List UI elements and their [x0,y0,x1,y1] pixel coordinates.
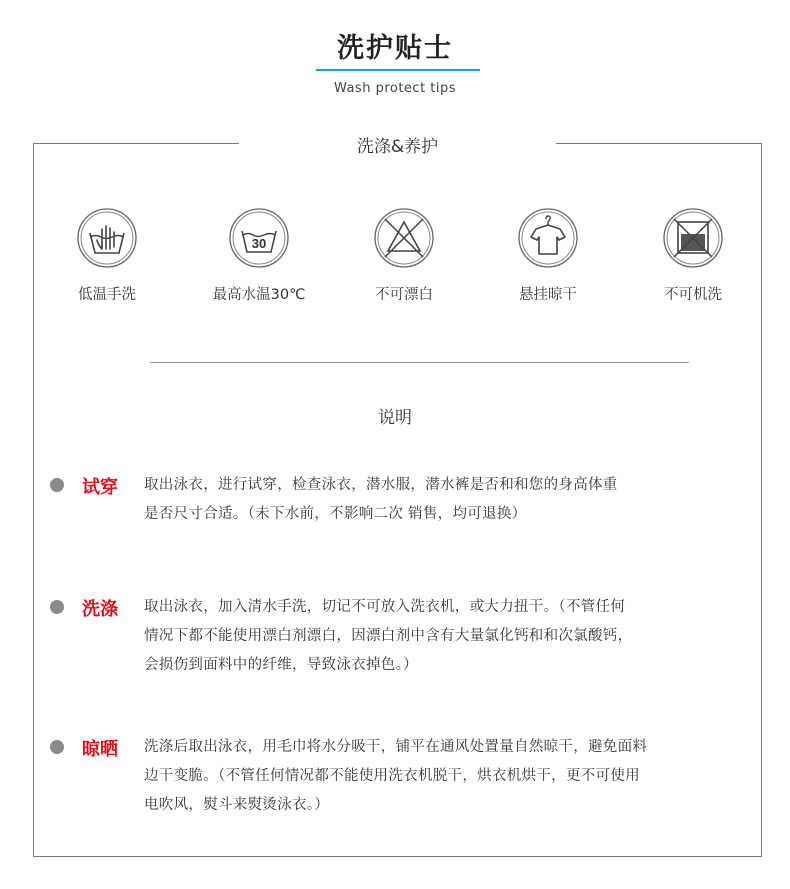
frame-top-right-line [556,143,762,144]
wash-temp-text: 30 [251,236,267,251]
bullet-dot [50,600,64,614]
note-body [144,596,750,683]
note-line: 取出泳衣，加入清水手洗，切记不可放入洗衣机，或大力扭干。（不管任何 [144,599,626,615]
note-line: 情况下都不能使用漂白剂漂白，因漂白剂中含有大量氯化钙和和次氯酸钙， [144,628,633,644]
note-term: 试穿 [82,477,118,498]
note-term: 洗涤 [82,599,118,620]
care-label-wash-30: 最高水温30℃ [212,287,306,303]
care-label-no-machine-wash: 不可机洗 [664,287,722,303]
explain-heading: 说明 [378,408,412,428]
care-item-hang-dry [488,207,608,304]
no-bleach-icon [373,207,435,269]
note-line: 电吹风，熨斗来熨烫泳衣。） [144,797,330,813]
frame-top-left-line [33,143,239,144]
note-line: 洗涤后取出泳衣，用毛巾将水分吸干，铺平在通风处置量自然晾干，避免面料 [144,739,648,755]
care-section-heading: 洗涤&养护 [356,137,439,157]
section-divider [150,362,689,363]
page-subtitle: Wash protect tips [333,81,457,96]
note-line: 会损伤到面料中的纤维，导致泳衣掉色。） [144,657,418,673]
no-machine-wash-icon [662,207,724,269]
care-label-no-bleach: 不可漂白 [375,287,433,303]
care-item-no-bleach [344,207,464,304]
note-line: 是否尺寸合适。（未下水前，不影响二次 销售，均可退换） [144,506,527,522]
bullet-dot [50,478,64,492]
care-item-no-machine-wash [633,207,753,304]
note-line: 边干变脆。（不管任何情况都不能使用洗衣机脱干，烘衣机烘干，更不可使用 [144,768,640,784]
note-term: 晾晒 [82,739,118,760]
page-title: 洗护贴士 [337,33,453,64]
bullet-dot [50,740,64,754]
wash-30-icon [228,207,290,269]
care-label-hand-wash: 低温手洗 [78,287,136,303]
care-item-wash-30 [199,207,319,304]
note-body [144,736,750,823]
hang-dry-icon [517,207,579,269]
title-underline [316,69,480,71]
hand-wash-icon [76,207,138,269]
note-body [144,474,750,532]
care-item-hand-wash [47,207,167,304]
note-line: 取出泳衣，进行试穿，检查泳衣，潜水服，潜水裤是否和和您的身高体重 [144,477,618,493]
care-label-hang-dry: 悬挂晾干 [519,287,577,303]
